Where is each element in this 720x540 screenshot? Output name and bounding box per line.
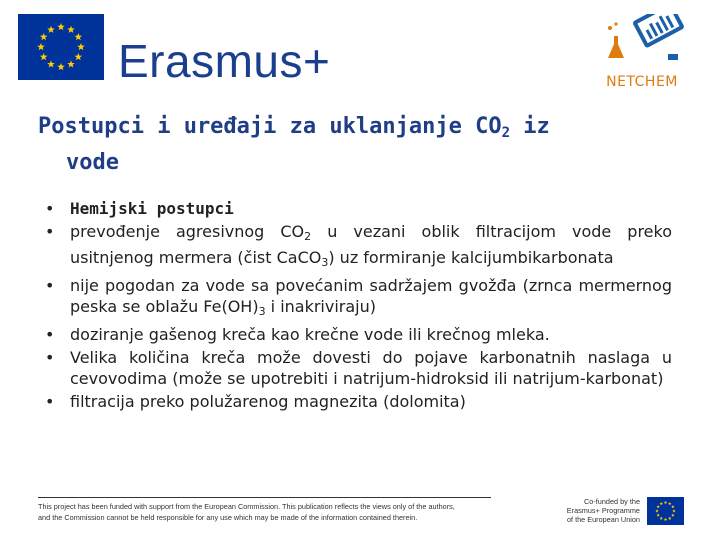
list-item	[44, 391, 672, 412]
erasmus-brand: Erasmus+	[118, 35, 331, 87]
star-icon	[37, 43, 45, 50]
disclaimer-line: and the Commission cannot be held responsible for any use which may be made of the information contained therein.	[38, 512, 418, 522]
star-icon	[47, 26, 55, 33]
disclaimer-line: This project has been funded with support from the European Commission. This publication reflects the views only of the authors,	[38, 502, 455, 511]
bullet-text: nije pogodan za vode sa povećanim sadržajem gvožđa (zrnca mermernog peska se oblažu Fe(OH)	[70, 276, 672, 316]
star-icon	[656, 505, 659, 508]
list-item	[44, 221, 672, 273]
star-icon	[40, 53, 48, 60]
eu-stars	[18, 14, 104, 80]
list-item	[44, 275, 672, 322]
bullet-text: prevođenje agresivnog CO	[70, 222, 305, 241]
footer-divider	[38, 497, 491, 498]
star-icon	[660, 502, 663, 505]
bullet-text: i inakriviraju)	[265, 297, 376, 316]
star-icon	[671, 505, 674, 508]
star-icon	[75, 53, 83, 60]
eu-flag-small-icon	[647, 497, 684, 525]
star-icon	[67, 26, 75, 33]
star-icon	[655, 509, 658, 512]
subscript: 2	[304, 230, 312, 243]
bullet-text: u vezani oblik filtracijom vode preko usitnjenog mermera (čist CaCO	[70, 222, 673, 267]
star-icon	[40, 33, 48, 40]
star-icon	[671, 513, 674, 516]
star-icon	[75, 33, 83, 40]
star-icon	[47, 60, 55, 67]
star-icon	[67, 60, 75, 67]
list-item	[44, 347, 672, 389]
bullet-text: doziranje gašenog kreča kao krečne vode ili krečnog mleka.	[70, 325, 550, 344]
bullet-dot: •	[45, 222, 55, 241]
bullet-text: ) uz formiranje kalcijumbikarbonata	[328, 248, 614, 267]
title-subscript: 2	[501, 125, 511, 141]
bullet-text: Velika količina kreča može dovesti do pojave karbonatnih naslaga u cevovodima (može se upotrebiti i natrijum-hidroksid ili natrijum-karbonat)	[70, 348, 672, 388]
list-item	[44, 324, 672, 345]
bullet-dot: •	[45, 276, 55, 295]
star-icon	[672, 509, 675, 512]
title-part: iz	[510, 114, 550, 139]
netchem-logo-graphic	[596, 14, 694, 76]
bullet-dot: •	[45, 348, 55, 367]
star-icon	[656, 513, 659, 516]
cofunded-line: of the European Union	[566, 515, 640, 524]
title-part: Postupci i uređaji za uklanjanje CO	[38, 114, 502, 139]
footer-disclaimer	[38, 502, 508, 523]
star-icon	[660, 517, 663, 520]
list-item	[44, 198, 672, 219]
cofunded-text	[566, 497, 640, 524]
cofunded-line: Erasmus+ Programme	[566, 506, 640, 515]
title-line2: vode	[66, 150, 119, 175]
eu-stars-small	[647, 497, 684, 525]
subscript: 3	[258, 305, 266, 318]
eu-flag-icon	[18, 14, 104, 80]
star-icon	[668, 517, 671, 520]
bullet-list	[44, 198, 672, 414]
bullet-dot: •	[45, 199, 55, 218]
bullet-text: filtracija preko polužarenog magnezita (dolomita)	[70, 392, 466, 411]
bullet-text: Hemijski postupci	[70, 199, 234, 218]
cofunded-line: Co-funded by the	[584, 497, 640, 506]
subscript: 3	[321, 256, 329, 269]
star-icon	[77, 43, 85, 50]
slide-title	[38, 112, 678, 178]
bullet-dot: •	[45, 325, 55, 344]
star-icon	[668, 502, 671, 505]
star-icon	[57, 23, 65, 30]
star-icon	[664, 501, 667, 504]
bullet-dot: •	[45, 392, 55, 411]
star-icon	[664, 518, 667, 521]
netchem-label: NETCHEM	[606, 74, 678, 90]
star-icon	[57, 63, 65, 70]
